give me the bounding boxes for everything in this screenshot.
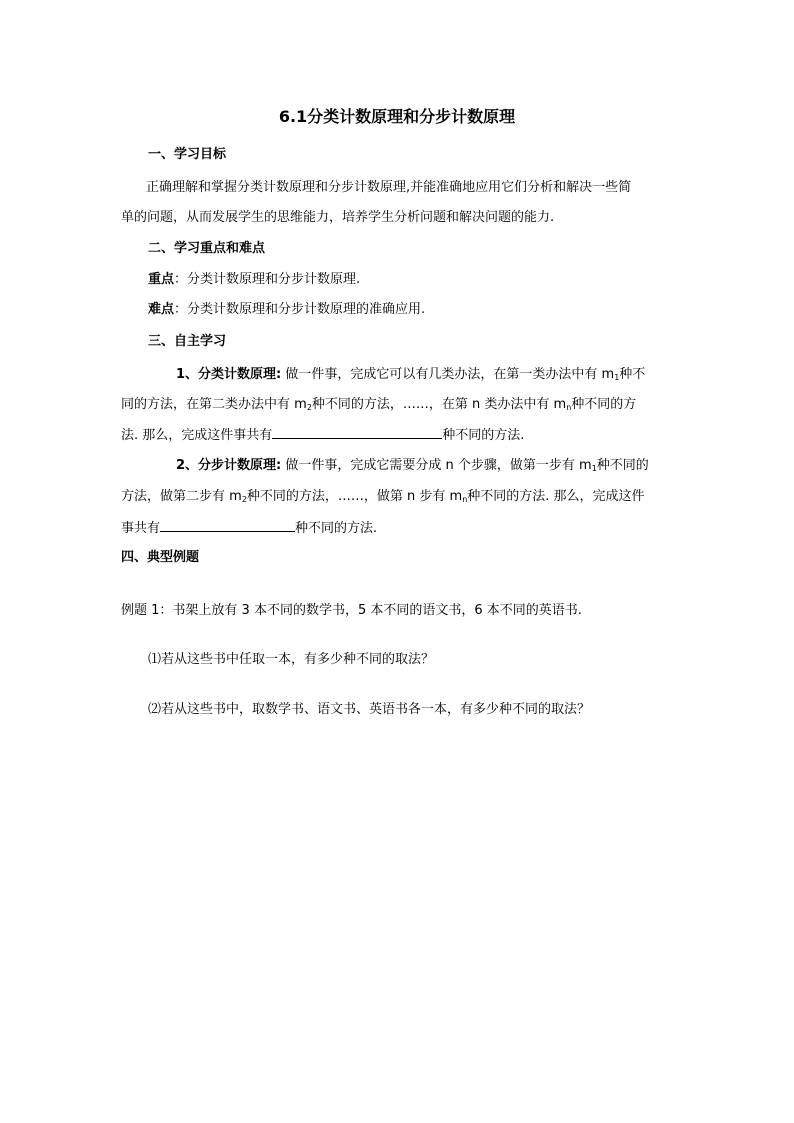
difficulty-line <box>148 301 425 319</box>
classification-principle-line-1: 1、分类计数原理: 做一件事，完成它可以有几类办法，在第一类办法中有 $m_1$种不 <box>176 367 646 382</box>
classification-principle-label: 1、分类计数原理: <box>176 367 282 382</box>
difficulty-text: ：分类计数原理和分步计数原理的准确应用. <box>174 302 426 317</box>
example-1-question-2: ⑵若从这些书中，取数学书、语文书、英语书各一本，有多少种不同的取法？ <box>148 702 591 717</box>
heading-learning-goals: 一、学习目标 <box>148 147 227 162</box>
key-point-line <box>148 271 360 289</box>
key-point-text: ：分类计数原理和分步计数原理. <box>174 272 361 287</box>
step-principle-line-1: 2、分步计数原理: 做一件事，完成它需要分成 n 个步骤，做第一步有 $m_1$种不同的 <box>176 458 649 473</box>
key-point-label: 重点 <box>148 272 175 287</box>
classification-principle-line-2: 同的方法，在第二类办法中有 $m_2$种不同的方法，……，在第 n 类办法中有 $m_n$种不同的方 <box>121 397 637 412</box>
difficulty-label: 难点 <box>148 302 175 317</box>
step-principle-line-2: 方法，做第二步有 $m_2$种不同的方法，……，做第 n 步有 $m_n$种不同的方法. 那么，完成这件 <box>121 489 645 504</box>
step-principle-label: 2、分步计数原理: <box>176 458 282 473</box>
example-1-question-1: ⑴若从这些书中任取一本，有多少种不同的取法？ <box>148 652 435 667</box>
example-1-text: 例题 1：书架上放有 3 本不同的数学书，5 本不同的语文书，6 本不同的英语书. <box>121 603 582 618</box>
document-title: 6.1分类计数原理和分步计数原理 <box>278 107 516 126</box>
heading-typical-examples: 四、典型例题 <box>121 550 200 565</box>
step-principle-line-3: 事共有 种不同的方法. <box>121 521 378 536</box>
goals-text-line-1: 正确理解和掌握分类计数原理和分步计数原理,并能准确地应用它们分析和解决一些简 <box>146 180 632 195</box>
answer-blank-1[interactable] <box>272 426 442 439</box>
goals-text-line-2: 单的问题，从而发展学生的思维能力，培养学生分析问题和解决问题的能力. <box>121 210 555 225</box>
answer-blank-2[interactable] <box>160 519 295 532</box>
heading-self-study: 三、自主学习 <box>148 334 227 349</box>
heading-key-points: 二、学习重点和难点 <box>148 241 266 256</box>
classification-principle-line-3: 法. 那么，完成这件事共有 种不同的方法. <box>121 428 525 443</box>
